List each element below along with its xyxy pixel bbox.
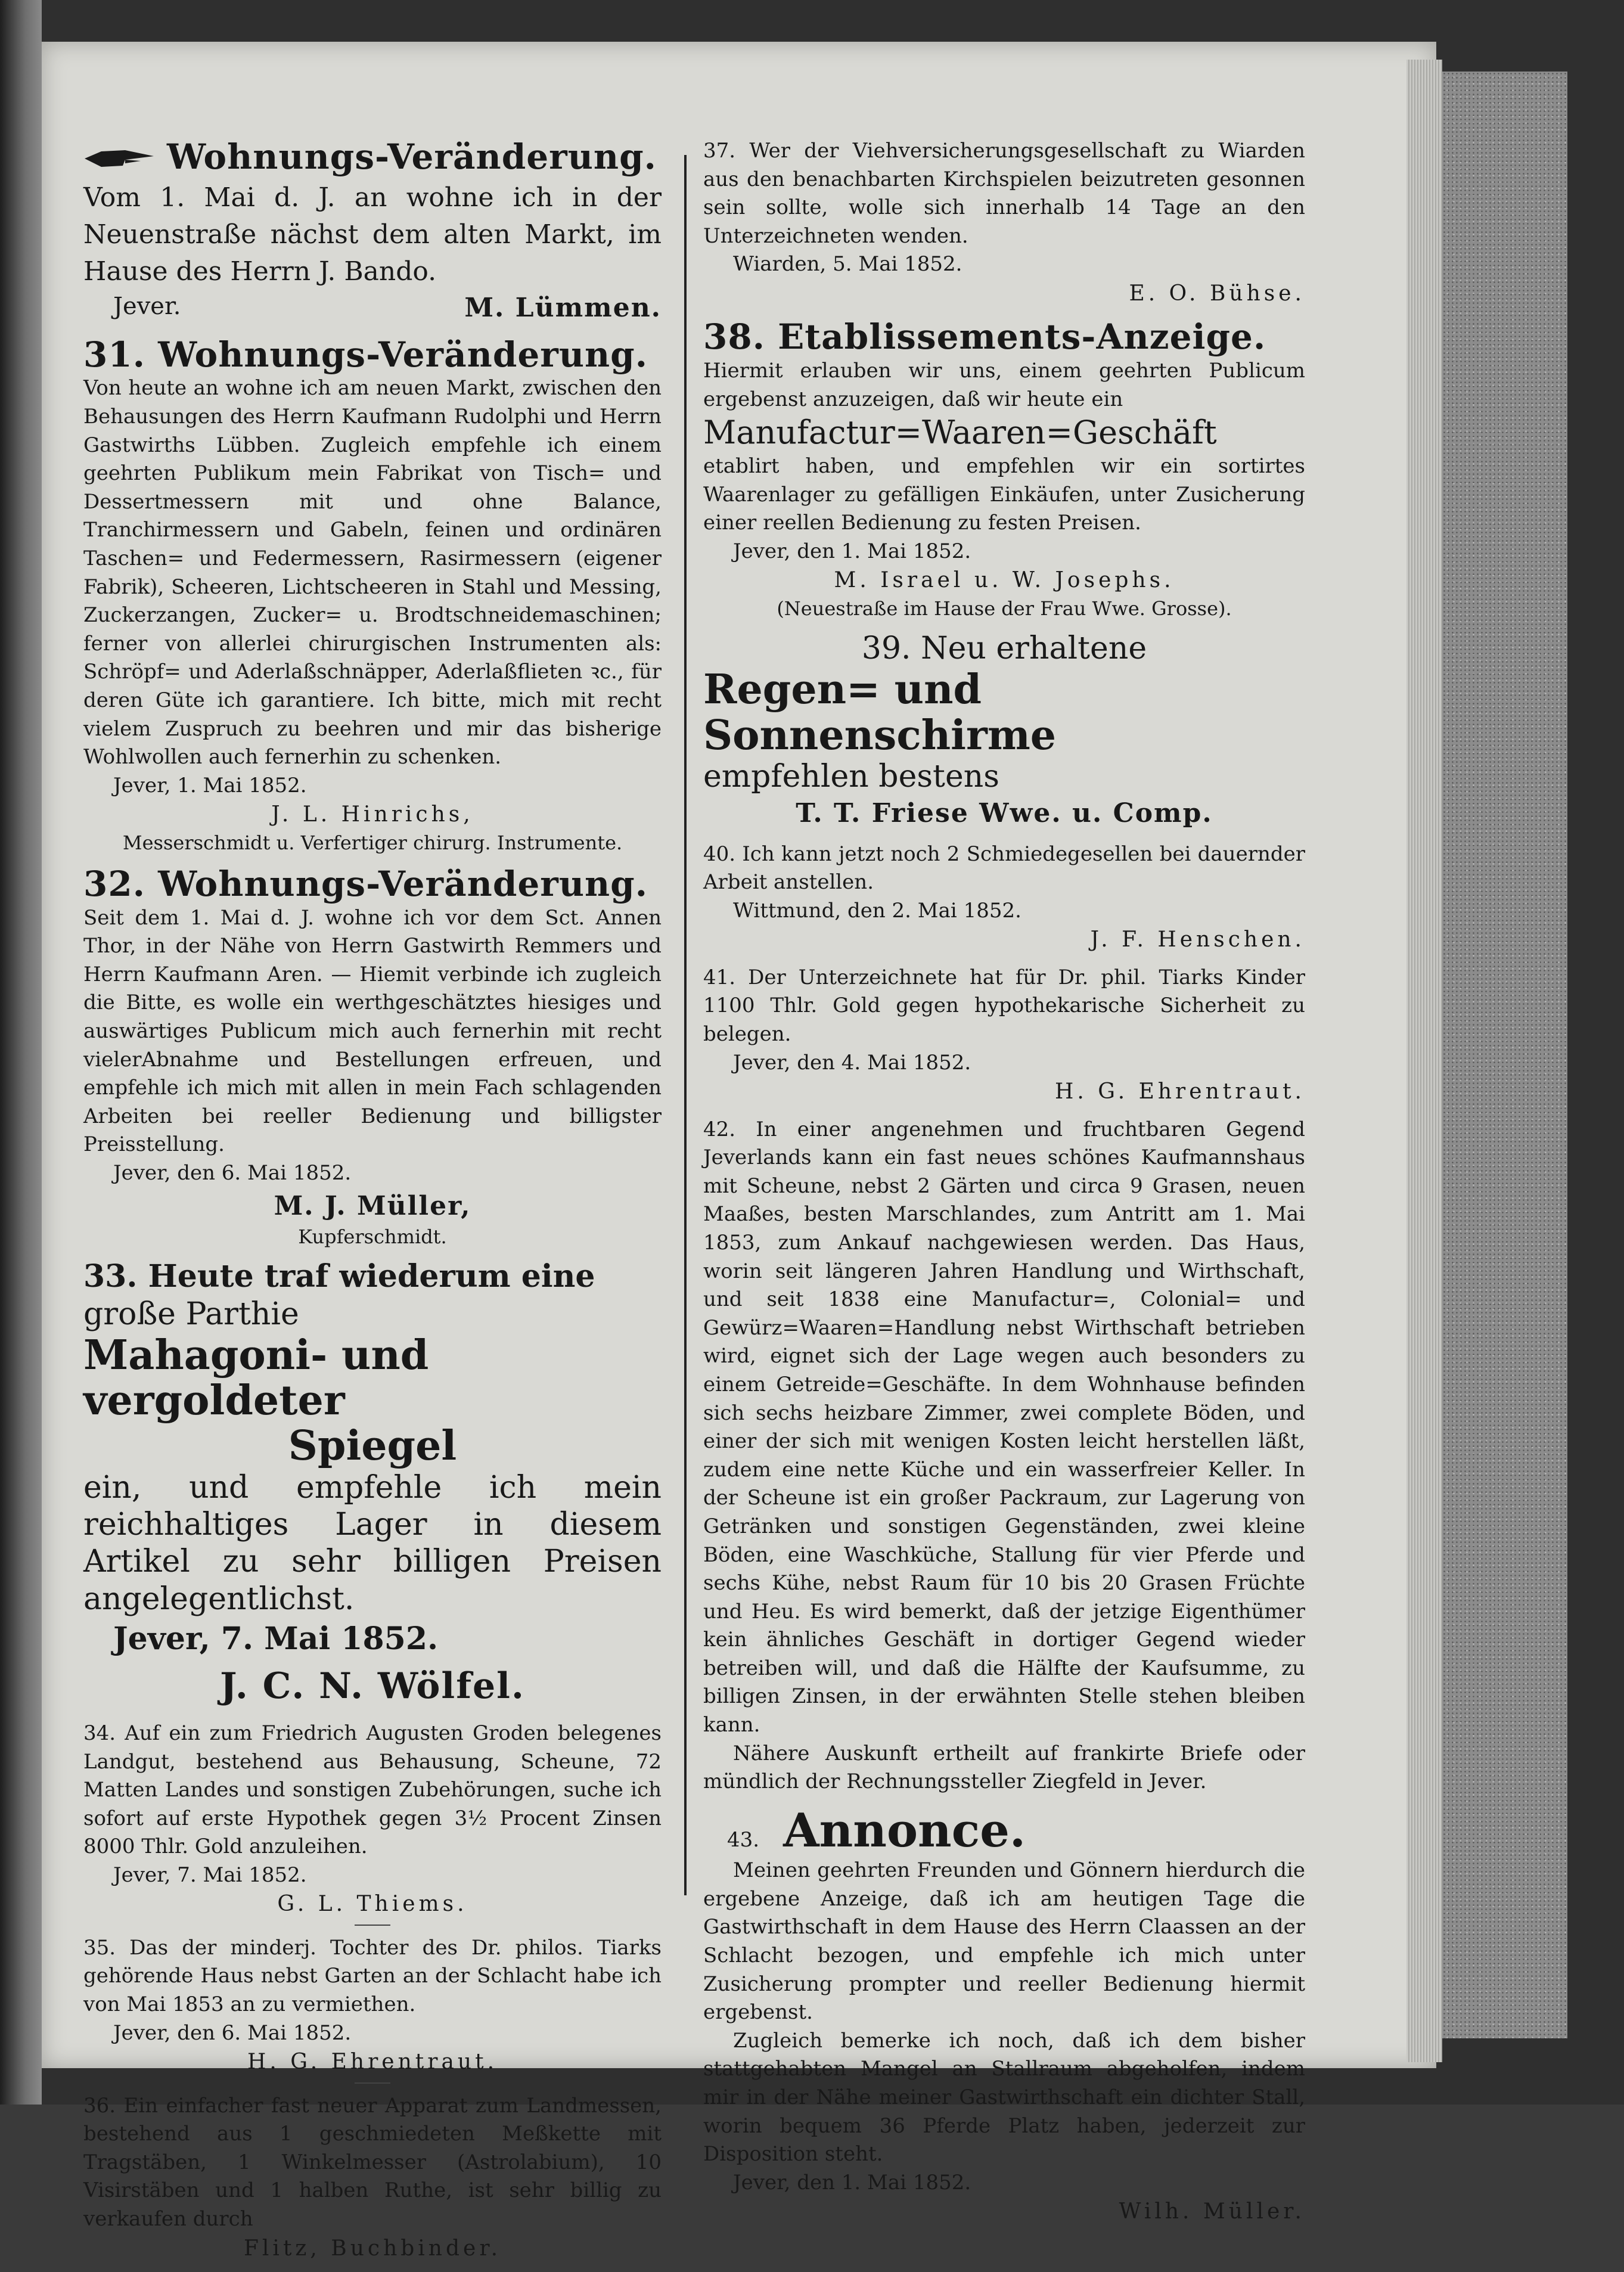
ad-line: 39. Neu erhaltene bbox=[861, 630, 1147, 666]
ad-line: 33. Heute traf wiederum eine bbox=[83, 1258, 595, 1295]
ad-display-line: Mahagoni- und vergoldeter bbox=[83, 1331, 429, 1425]
ad-signature: M. J. Müller, bbox=[274, 1190, 471, 1221]
ad-42 bbox=[703, 1116, 1305, 1796]
ad-date: Jever, 7. Mai 1852. bbox=[113, 1621, 439, 1658]
book-cover bbox=[1442, 72, 1567, 2038]
ad-date: Jever, 7. Mai 1852. bbox=[113, 1863, 307, 1887]
ad-display-line: Spiegel bbox=[288, 1422, 457, 1470]
facing-page-edge bbox=[0, 0, 42, 2105]
ad-heading: 32. Wohnungs-Veränderung. bbox=[83, 863, 648, 904]
ad-date: Jever, den 6. Mai 1852. bbox=[113, 2020, 352, 2045]
ad-body: Zugleich bemerke ich noch, daß ich dem bisher stattgehabten Mangel an Stallraum abgeholfen, indem mir in der Nähe meiner Gastwirthschaft ein dichter Stall, worin bequem 36 Pferde Platz haben, jederzeit zur Disposition steht. bbox=[703, 2028, 1305, 2167]
ad-body: 40. Ich kann jetzt noch 2 Schmiedegesellen bei dauernder Arbeit anstellen. bbox=[703, 842, 1305, 895]
ad-39 bbox=[703, 630, 1305, 832]
ad-signature: T. T. Friese Wwe. u. Comp. bbox=[796, 798, 1213, 829]
ad-heading: 31. Wohnungs-Veränderung. bbox=[83, 334, 648, 375]
right-column bbox=[703, 137, 1305, 2236]
ad-body: Meinen geehrten Freunden und Gönnern hierdurch die ergebene Anzeige, daß ich am heutigen Tage die Gastwirthschaft in dem Hause des Herrn Claassen an der Schlacht bezogen, und empfehle ich mich unter Zusicherung prompter und reeller Bedienung hiermit ergebenst. bbox=[703, 1858, 1305, 2025]
ad-body: Nähere Auskunft ertheilt auf frankirte Briefe oder mündlich der Rechnungssteller Ziegfeld in Jever. bbox=[703, 1741, 1305, 1794]
ad-31 bbox=[83, 335, 662, 856]
ad-date: Jever. bbox=[113, 293, 181, 321]
ad-body: 42. In einer angenehmen und fruchtbaren Gegend Jeverlands kann ein fast neues schönes Kaufmannshaus mit Scheune, nebst 2 Gärten und circa 9 Grasen, neuen Maaßes, besten Marschlandes, zum Antritt am 1. Mai 1853, zum Ankauf nachgewiesen werden. Das Haus, worin seit längeren Jahren Handlung und Wirthschaft, und seit 1838 eine Manufactur=, Colonial= und Gewürz=Waaren=Handlung nebst Wirthschaft betrieben wird, eignet sich der Lage wegen auch besonders zu einem Getreide=Geschäfte. In dem Wohnhause befinden sich sechs heizbare Zimmer, zwei complete Böden, und einer der sich mit wenigen Kosten leicht herstellen läßt, zudem eine nette Küche und ein wasserfreier Keller. In der Scheune ist ein großer Packraum, zur Lagerung von Getränken und sonstigen Gegenständen, zwei kleine Böden, eine Waschküche, Stallung für vier Pferde und sechs Kühe, nebst Raum für 10 bis 20 Grasen Früchte und Heu. Es wird bemerkt, daß der jetzige Eigenthümer kein ähnliches Geschäft in dortiger Gegend wieder betreiben will, und daß die Hälfte der Kaufsumme, zu billigen Zinsen, in der erwähnten Stelle stehen bleiben kann. bbox=[703, 1117, 1305, 1737]
ad-number: 43. bbox=[727, 1827, 760, 1852]
ad-body: Von heute an wohne ich am neuen Markt, zwischen den Behausungen des Herrn Kaufmann Rudolphi und Herrn Gastwirths Lübben. Zugleich empfehle ich einem geehrten Publikum mein Fabrikat von Tisch= und Dessertmessern mit und ohne Balance, Tranchirmessern und Gabeln, feinen und ordinären Taschen= und Federmessern, Rasirmessern (eigener Fabrik), Scheeren, Lichtscheeren in Stahl und Messing, Zuckerzangen, Zucker= u. Brodtschneidemaschinen; ferner von allerlei chirurgischen Instrumenten als: Schröpf= und Aderlaßschnäpper, Aderlaßflieten ꝛc., für deren Güte ich garantiere. Ich bitte, mich mit recht vielem Zuspruch zu beehren und mir das bisherige Wohlwollen auch fernerhin zu schenken. bbox=[83, 376, 662, 769]
ad-subtitle: Messerschmidt u. Verfertiger chirurg. Instrumente. bbox=[122, 831, 623, 854]
ad-body: 41. Der Unterzeichnete hat für Dr. phil. Tiarks Kinder 1100 Thlr. Gold gegen hypothekarische Sicherheit zu belegen. bbox=[703, 965, 1305, 1047]
column-divider bbox=[684, 155, 687, 1895]
ad-signature: H. G. Ehrentraut. bbox=[247, 2050, 498, 2075]
ad-heading: 38. Etablissements-Anzeige. bbox=[703, 316, 1266, 358]
ad-43 bbox=[703, 1805, 1305, 2227]
ad-signature: J. C. N. Wölfel. bbox=[220, 1665, 525, 1707]
ad-body: 36. Ein einfacher fast neuer Apparat zum Landmessen, bestehend aus 1 geschmiedeten Meßkette mit Tragstäben, 1 Winkelmesser (Astrolabium), 10 Visirstäben und 1 halben Ruthe, ist sehr billig zu verkaufen durch bbox=[83, 2093, 662, 2231]
ad-signature: M. Lümmen. bbox=[464, 293, 662, 324]
ad-signature: M. Israel u. W. Josephs. bbox=[834, 568, 1175, 593]
ad-date: Jever, den 1. Mai 1852. bbox=[733, 2170, 971, 2195]
ad-display-line: Manufactur=Waaren=Geschäft bbox=[703, 414, 1217, 452]
ad-subtitle: (Neuestraße im Hause der Frau Wwe. Grosse). bbox=[777, 597, 1232, 620]
ad-date: Wittmund, den 2. Mai 1852. bbox=[733, 898, 1021, 923]
ad-signature: Flitz, Buchbinder. bbox=[243, 2236, 502, 2261]
ad-32 bbox=[83, 864, 662, 1250]
ad-body: 35. Das der minderj. Tochter des Dr. philos. Tiarks gehörende Haus nebst Garten an der Schlacht habe ich von Mai 1853 an zu vermiethen. bbox=[83, 1935, 662, 2017]
ad-line: ein, und empfehle ich mein reichhaltiges Lager in diesem Artikel zu sehr billigen Preisen angelegentlichst. bbox=[83, 1469, 662, 1617]
ad-subtitle: Kupferschmidt. bbox=[298, 1225, 447, 1249]
ad-signature: G. L. Thiems. bbox=[277, 1892, 468, 1917]
ad-35 bbox=[83, 1934, 662, 2084]
ad-footer bbox=[83, 290, 662, 327]
ad-line: große Parthie bbox=[83, 1296, 299, 1332]
ad-33 bbox=[83, 1258, 662, 1711]
ad-date: Wiarden, 5. Mai 1852. bbox=[733, 252, 962, 277]
ad-heading-text: Wohnungs-Veränderung. bbox=[167, 136, 657, 177]
page-stack-edge bbox=[1406, 60, 1442, 2062]
ad-signature: J. L. Hinrichs, bbox=[271, 802, 474, 827]
ad-date: Jever, den 1. Mai 1852. bbox=[733, 539, 971, 563]
ad-hand bbox=[83, 137, 662, 327]
ad-34 bbox=[83, 1719, 662, 1926]
ad-signature: E. O. Bühse. bbox=[1129, 281, 1305, 306]
ad-40 bbox=[703, 840, 1305, 955]
left-column bbox=[83, 137, 662, 2272]
ad-line: empfehlen bestens bbox=[703, 758, 999, 794]
ad-display-line: Regen= und Sonnenschirme bbox=[703, 666, 1057, 759]
ad-body: Vom 1. Mai d. J. an wohne ich in der Neuenstraße nächst dem alten Markt, im Hause des Herrn J. Bando. bbox=[83, 182, 662, 287]
ad-41 bbox=[703, 964, 1305, 1107]
ad-signature: H. G. Ehrentraut. bbox=[1054, 1079, 1305, 1104]
ad-37 bbox=[703, 137, 1305, 309]
ad-body: Seit dem 1. Mai d. J. wohne ich vor dem Sct. Annen Thor, in der Nähe von Herrn Gastwirth Remmers und Herrn Kaufmann Aren. — Hiemit verbinde ich zugleich die Bitte, es wolle ein werthgeschätztes hiesiges und auswärtiges Publicum mich auch fernerhin mit recht vielerAbnahme und Bestellungen erfreuen, und empfehle ich mich mit allen in mein Fach schlagenden Arbeiten bei reeller Bedienung und billigster Preisstellung. bbox=[83, 905, 662, 1157]
ad-signature: J. F. Henschen. bbox=[1090, 927, 1305, 952]
ad-38 bbox=[703, 317, 1305, 622]
ad-separator bbox=[355, 2082, 390, 2084]
ad-heading bbox=[83, 137, 662, 179]
ad-body: Hiermit erlauben wir uns, einem geehrten Publicum ergebenst anzuzeigen, daß wir heute ein bbox=[703, 359, 1305, 411]
pointing-hand-icon bbox=[83, 140, 155, 180]
ad-signature: Wilh. Müller. bbox=[1119, 2199, 1305, 2224]
ad-36 bbox=[83, 2092, 662, 2264]
ad-date: Jever, den 6. Mai 1852. bbox=[113, 1160, 352, 1185]
ad-body: etablirt haben, und empfehlen wir ein sortirtes Waarenlager zu gefälligen Einkäufen, unter Zusicherung einer reellen Bedienung zu festen Preisen. bbox=[703, 454, 1305, 535]
ad-separator bbox=[355, 1925, 390, 1926]
ad-heading: Annonce. bbox=[783, 1803, 1026, 1858]
ad-date: Jever, 1. Mai 1852. bbox=[113, 773, 307, 797]
ad-body: 34. Auf ein zum Friedrich Augusten Groden belegenes Landgut, bestehend aus Behausung, Scheune, 72 Matten Landes und sonstigen Zubehörungen, suche ich sofort auf erste Hypothek gegen 3½ Procent Zinsen 8000 Thlr. Gold anzuleihen. bbox=[83, 1721, 662, 1859]
ad-date: Jever, den 4. Mai 1852. bbox=[733, 1050, 971, 1075]
ad-body: 37. Wer der Viehversicherungsgesellschaft zu Wiarden aus den benachbarten Kirchspielen beizutreten gesonnen sein sollte, wolle sich innerhalb 14 Tage an den Unterzeichneten wenden. bbox=[703, 139, 1305, 248]
ad-heading-row bbox=[703, 1805, 1305, 1857]
